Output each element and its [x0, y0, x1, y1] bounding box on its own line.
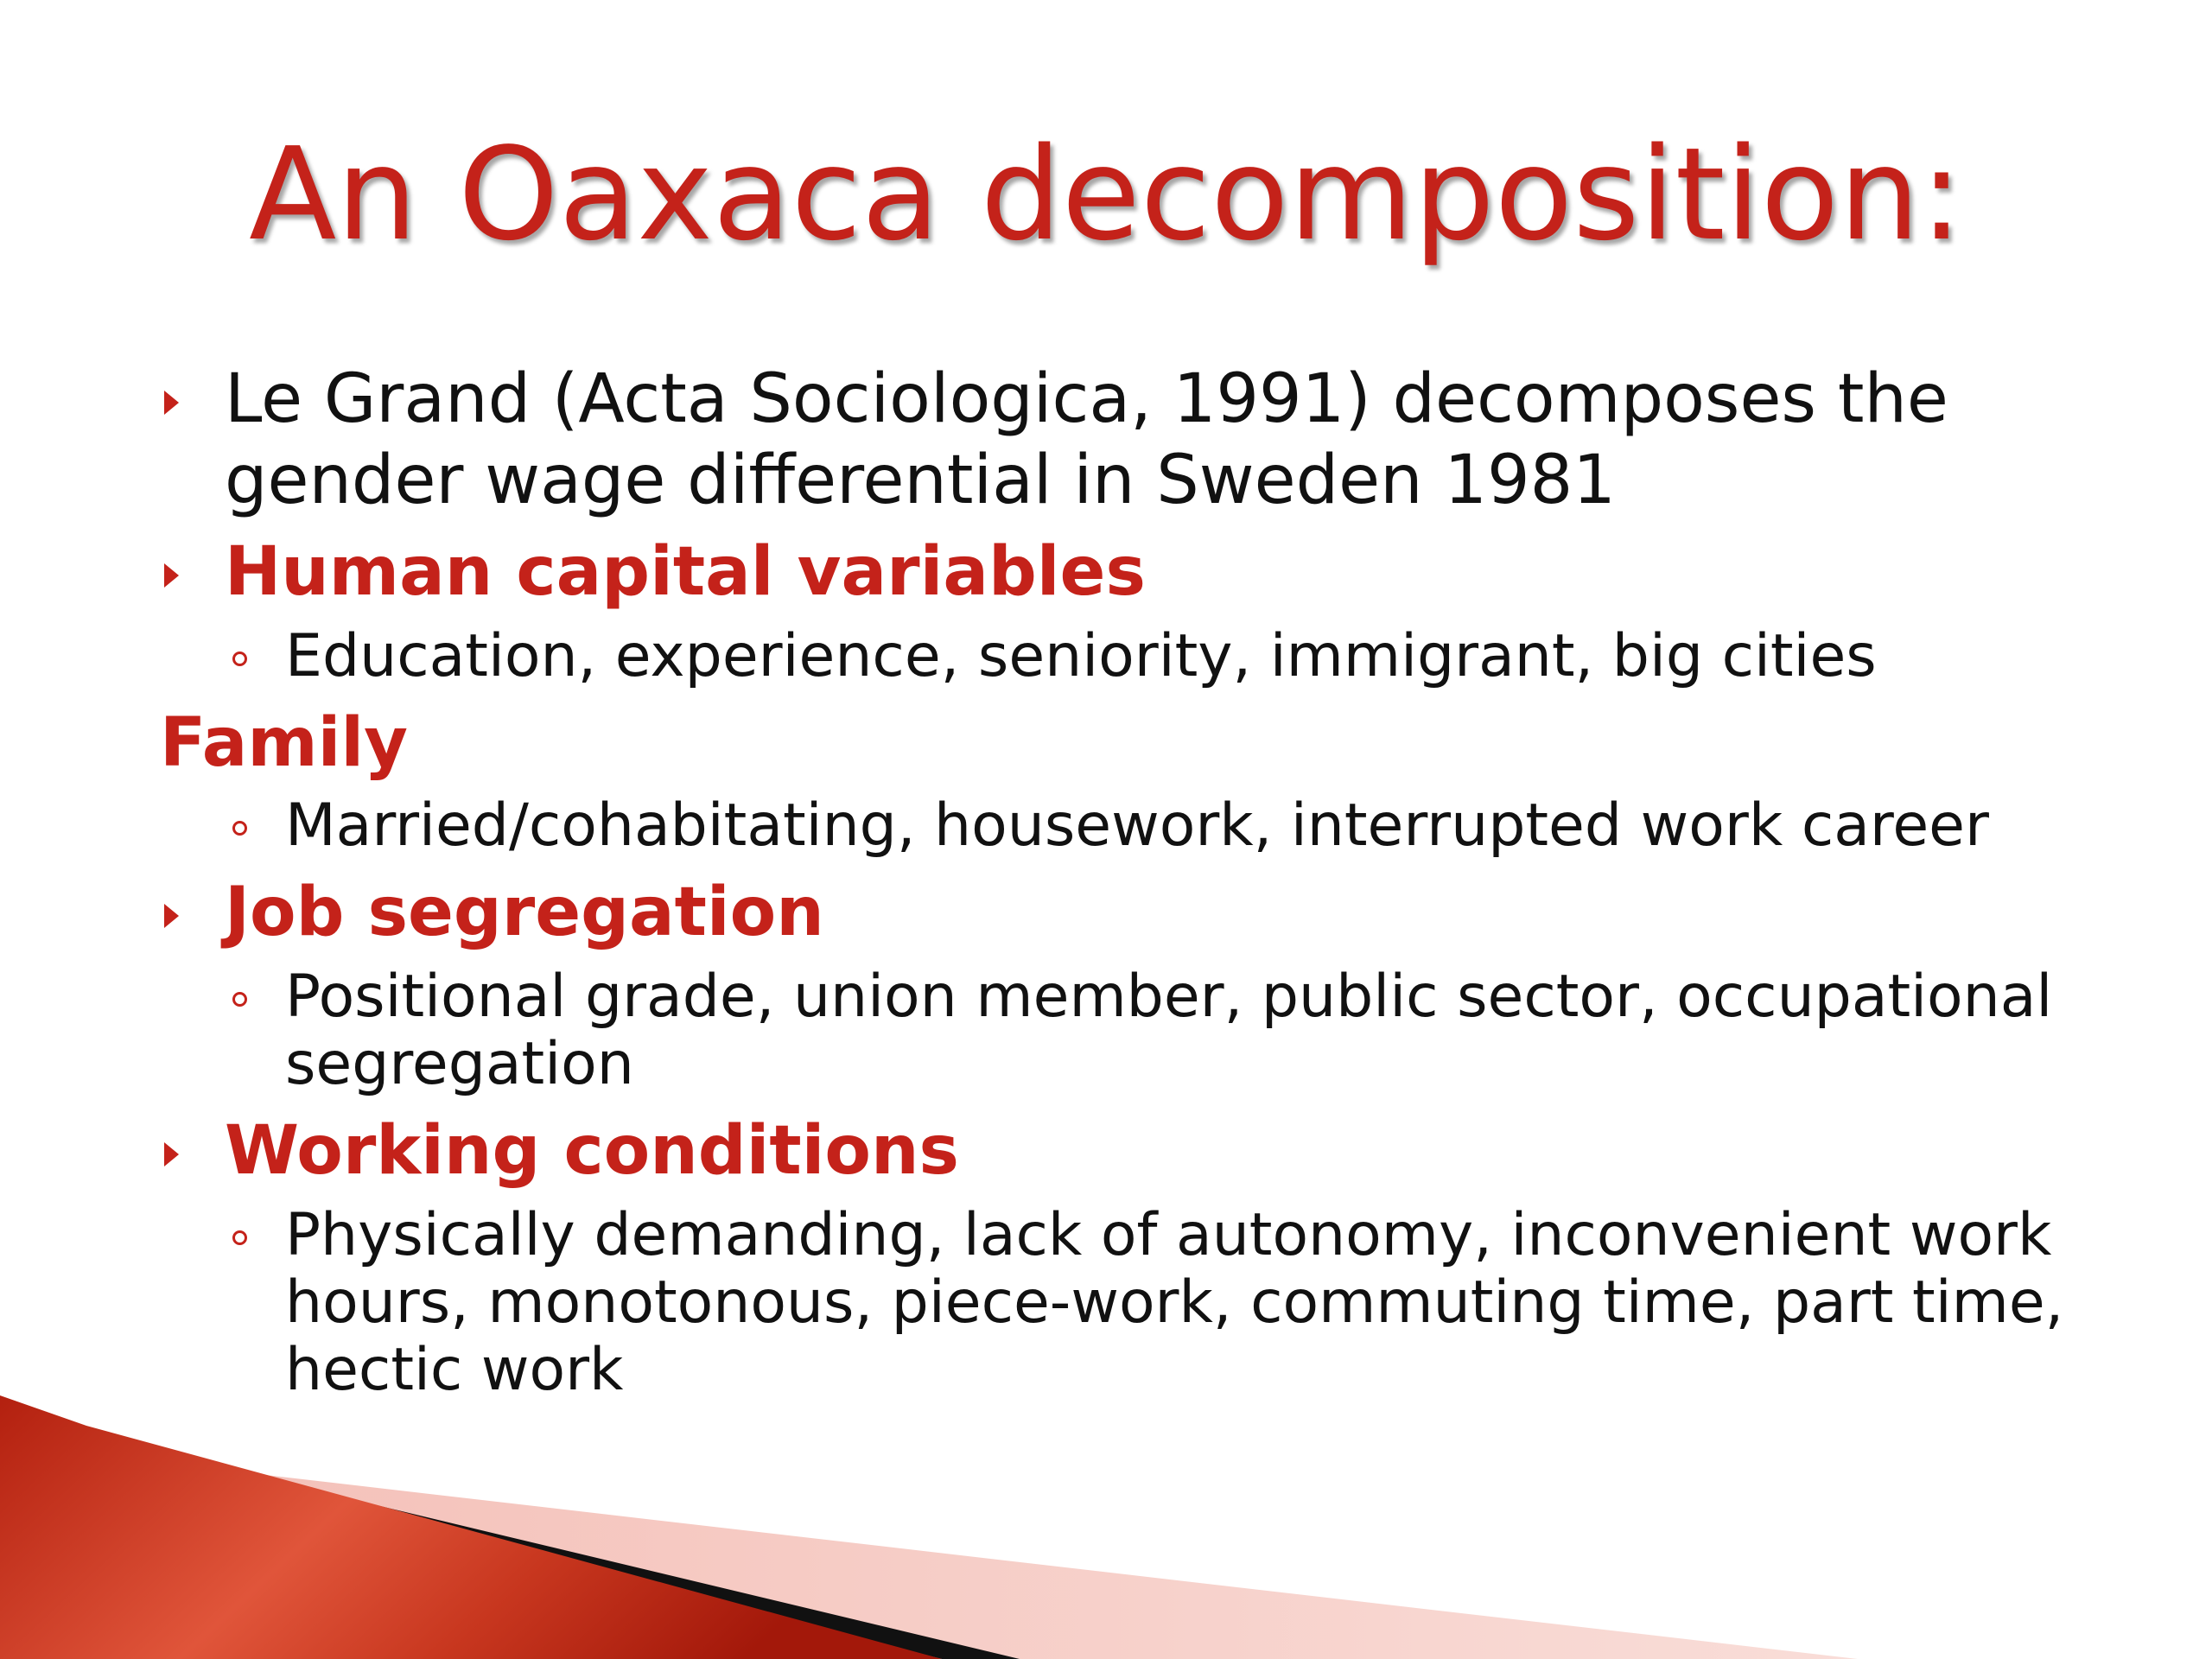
sub-bullet-item	[160, 792, 2113, 860]
bullet-text: Job segregation	[225, 874, 824, 951]
bullet-list	[160, 359, 2113, 1416]
sub-bullet-text: Education, experience, seniority, immigrant, big cities	[285, 622, 1877, 690]
circle-bullet-icon	[232, 821, 247, 836]
bullet-text: Le Grand (Acta Sociologica, 1991) decomposes the gender wage differential in Sweden 1981	[225, 360, 1948, 519]
sub-bullet-text: Positional grade, union member, public sector, occupational segregation	[285, 963, 2053, 1098]
bullet-text: Working conditions	[225, 1112, 959, 1190]
circle-bullet-icon	[232, 992, 247, 1007]
circle-bullet-icon	[232, 652, 247, 666]
slide-title: An Oaxaca decomposition:	[249, 120, 1963, 269]
bullet-text: Human capital variables	[225, 533, 1146, 611]
arrow-bullet-icon	[164, 1142, 179, 1166]
sub-bullet-item	[160, 1202, 2113, 1404]
sub-bullet-item	[160, 963, 2113, 1098]
arrow-bullet-icon	[164, 391, 179, 415]
bullet-item	[160, 872, 2113, 953]
bullet-item	[160, 1110, 2113, 1192]
bullet-text: Family	[160, 704, 408, 782]
circle-bullet-icon	[232, 1230, 247, 1245]
sub-bullet-item	[160, 623, 2113, 690]
bullet-item	[160, 531, 2113, 613]
sub-bullet-text: Physically demanding, lack of autonomy, inconvenient work hours, monotonous, piece-work, commuting time, part time, hectic work	[285, 1201, 2064, 1404]
bullet-item	[160, 702, 2113, 784]
bullet-item	[160, 359, 2113, 521]
arrow-bullet-icon	[164, 904, 179, 928]
arrow-bullet-icon	[164, 563, 179, 588]
sub-bullet-text: Married/cohabitating, housework, interrupted work career	[285, 791, 1989, 860]
